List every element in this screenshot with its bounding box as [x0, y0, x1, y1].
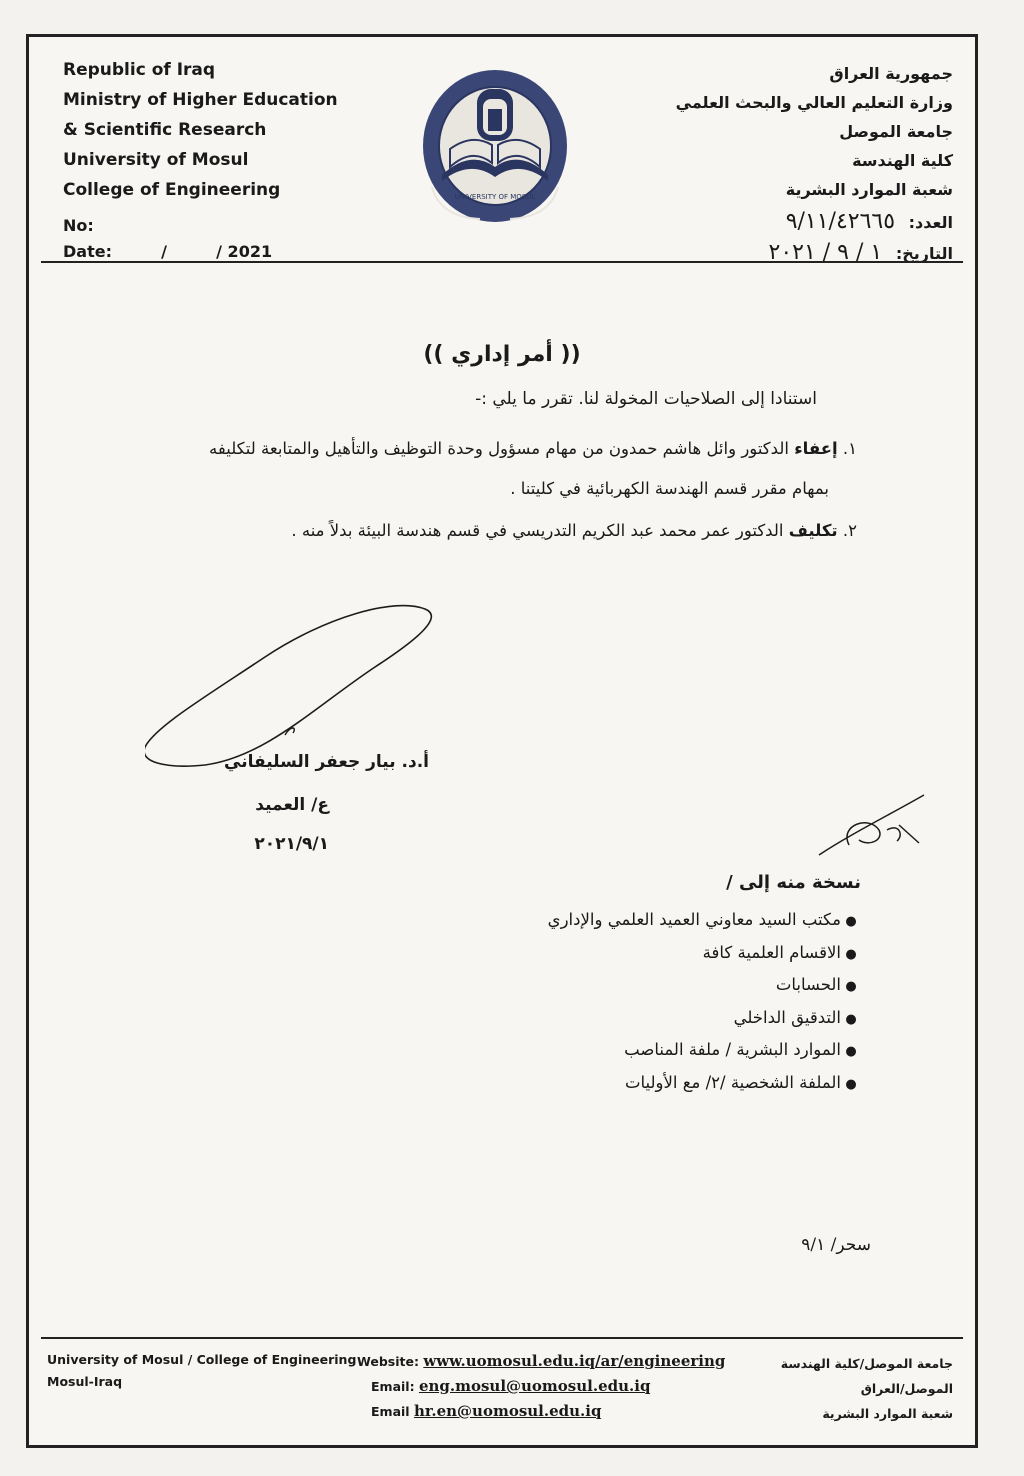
- arabic-letterhead: [653, 59, 953, 204]
- number-value-ar: ٩/١١/٤٢٦٦٥: [785, 209, 896, 234]
- english-letterhead: [63, 55, 338, 205]
- item-keyword: إعفاء: [794, 439, 838, 458]
- letterhead-line-ar: جامعة الموصل: [839, 122, 953, 141]
- email-label: Email:: [371, 1379, 415, 1394]
- signature-date: ٢٠٢١/٩/١: [254, 834, 329, 854]
- number-line-ar: [653, 207, 953, 238]
- footer-line: University of Mosul / College of Engineering: [47, 1352, 357, 1367]
- website-link[interactable]: www.uomosul.edu.iq/ar/engineering: [423, 1352, 726, 1370]
- letterhead-line-ar: وزارة التعليم العالي والبحث العلمي: [675, 93, 953, 112]
- order-item-1-continuation: بمهام مقرر قسم الهندسة الكهربائية في كليتنا .: [510, 479, 829, 498]
- intro-paragraph: استنادا إلى الصلاحيات المخولة لنا. تقرر ما يلي :-: [475, 389, 817, 409]
- date-label-en: Date:: [63, 242, 112, 261]
- list-item: ●مكتب السيد معاوني العميد العلمي والإداري: [547, 910, 857, 929]
- email-link-hr[interactable]: hr.en@uomosul.edu.iq: [413, 1402, 602, 1420]
- date-label-ar: التاريخ:: [895, 244, 953, 263]
- footer-line: Mosul-Iraq: [47, 1374, 123, 1389]
- seal-caption: UNIVERSITY OF MOSUL: [454, 193, 536, 201]
- university-seal-logo: [420, 67, 570, 225]
- item-keyword: تكليف: [788, 521, 838, 540]
- item-number: ١.: [842, 439, 857, 458]
- date-line-ar: [653, 238, 953, 269]
- email-line: [357, 1374, 725, 1399]
- header-divider: [41, 261, 963, 263]
- order-item-1: [137, 429, 857, 469]
- website-label: Website:: [357, 1354, 419, 1369]
- footer-divider: [41, 1337, 963, 1339]
- letterhead-line: University of Mosul: [63, 150, 249, 170]
- document-page: [26, 34, 978, 1448]
- item-text: الدكتور وائل هاشم حمدون من مهام مسؤول وحدة التوظيف والتأهيل والمتابعة لتكليفه: [209, 439, 789, 458]
- footer-line-ar: الموصل/العراق: [860, 1381, 953, 1396]
- footer-contacts: [357, 1349, 725, 1424]
- footer-line-ar: شعبة الموارد البشرية: [822, 1406, 953, 1421]
- list-item: ●الحسابات: [775, 975, 857, 994]
- copies-list: [548, 905, 861, 1100]
- list-item: ●الملفة الشخصية /٢/ مع الأوليات: [624, 1072, 857, 1092]
- footer-address-ar: [781, 1351, 953, 1426]
- list-item: ●الاقسام العلمية كافة: [702, 942, 857, 962]
- english-meta: [63, 213, 272, 265]
- email-link[interactable]: eng.mosul@uomosul.edu.iq: [418, 1377, 651, 1395]
- order-item-2: [137, 511, 857, 551]
- letterhead-line: & Scientific Research: [63, 120, 267, 140]
- letterhead-line-ar: شعبة الموارد البشرية: [785, 180, 953, 199]
- footer-address-en: [47, 1349, 356, 1393]
- date-year-en: / 2021: [216, 242, 273, 261]
- number-label-en: No:: [63, 216, 94, 235]
- initials-scribble: [809, 785, 929, 865]
- letterhead-line: Ministry of Higher Education: [63, 90, 338, 110]
- document-title: (( أمر إداري )): [423, 342, 581, 367]
- letterhead-line-ar: كلية الهندسة: [852, 151, 953, 170]
- item-text: الدكتور عمر محمد عبد الكريم التدريسي في قسم هندسة البيئة بدلاً منه .: [291, 521, 784, 540]
- handwritten-signature: [145, 597, 465, 867]
- copies-heading: نسخة منه إلى /: [726, 872, 861, 893]
- date-value-ar: ١ / ٩ / ٢٠٢١: [768, 240, 883, 265]
- signatory-role: ع/ العميد: [255, 795, 329, 815]
- letterhead-line: College of Engineering: [63, 180, 281, 200]
- list-item: ●الموارد البشرية / ملفة المناصب: [624, 1040, 857, 1059]
- website-line: [357, 1349, 725, 1374]
- number-label-ar: العدد:: [908, 213, 953, 232]
- typist-initials: سحر/ ٩/١: [801, 1235, 871, 1255]
- letterhead-line: Republic of Iraq: [63, 60, 216, 80]
- list-item: ●التدقيق الداخلي: [733, 1007, 857, 1027]
- item-number: ٢.: [842, 521, 857, 540]
- signatory-name: أ.د. بيار جعفر السليفاني: [224, 752, 429, 772]
- letterhead-line-ar: جمهورية العراق: [829, 64, 953, 83]
- footer-line-ar: جامعة الموصل/كلية الهندسة: [780, 1356, 953, 1371]
- email-label: Email: [371, 1404, 410, 1419]
- arabic-meta: [653, 207, 953, 269]
- date-slash-en: /: [161, 242, 167, 261]
- email-line-hr: [357, 1399, 725, 1424]
